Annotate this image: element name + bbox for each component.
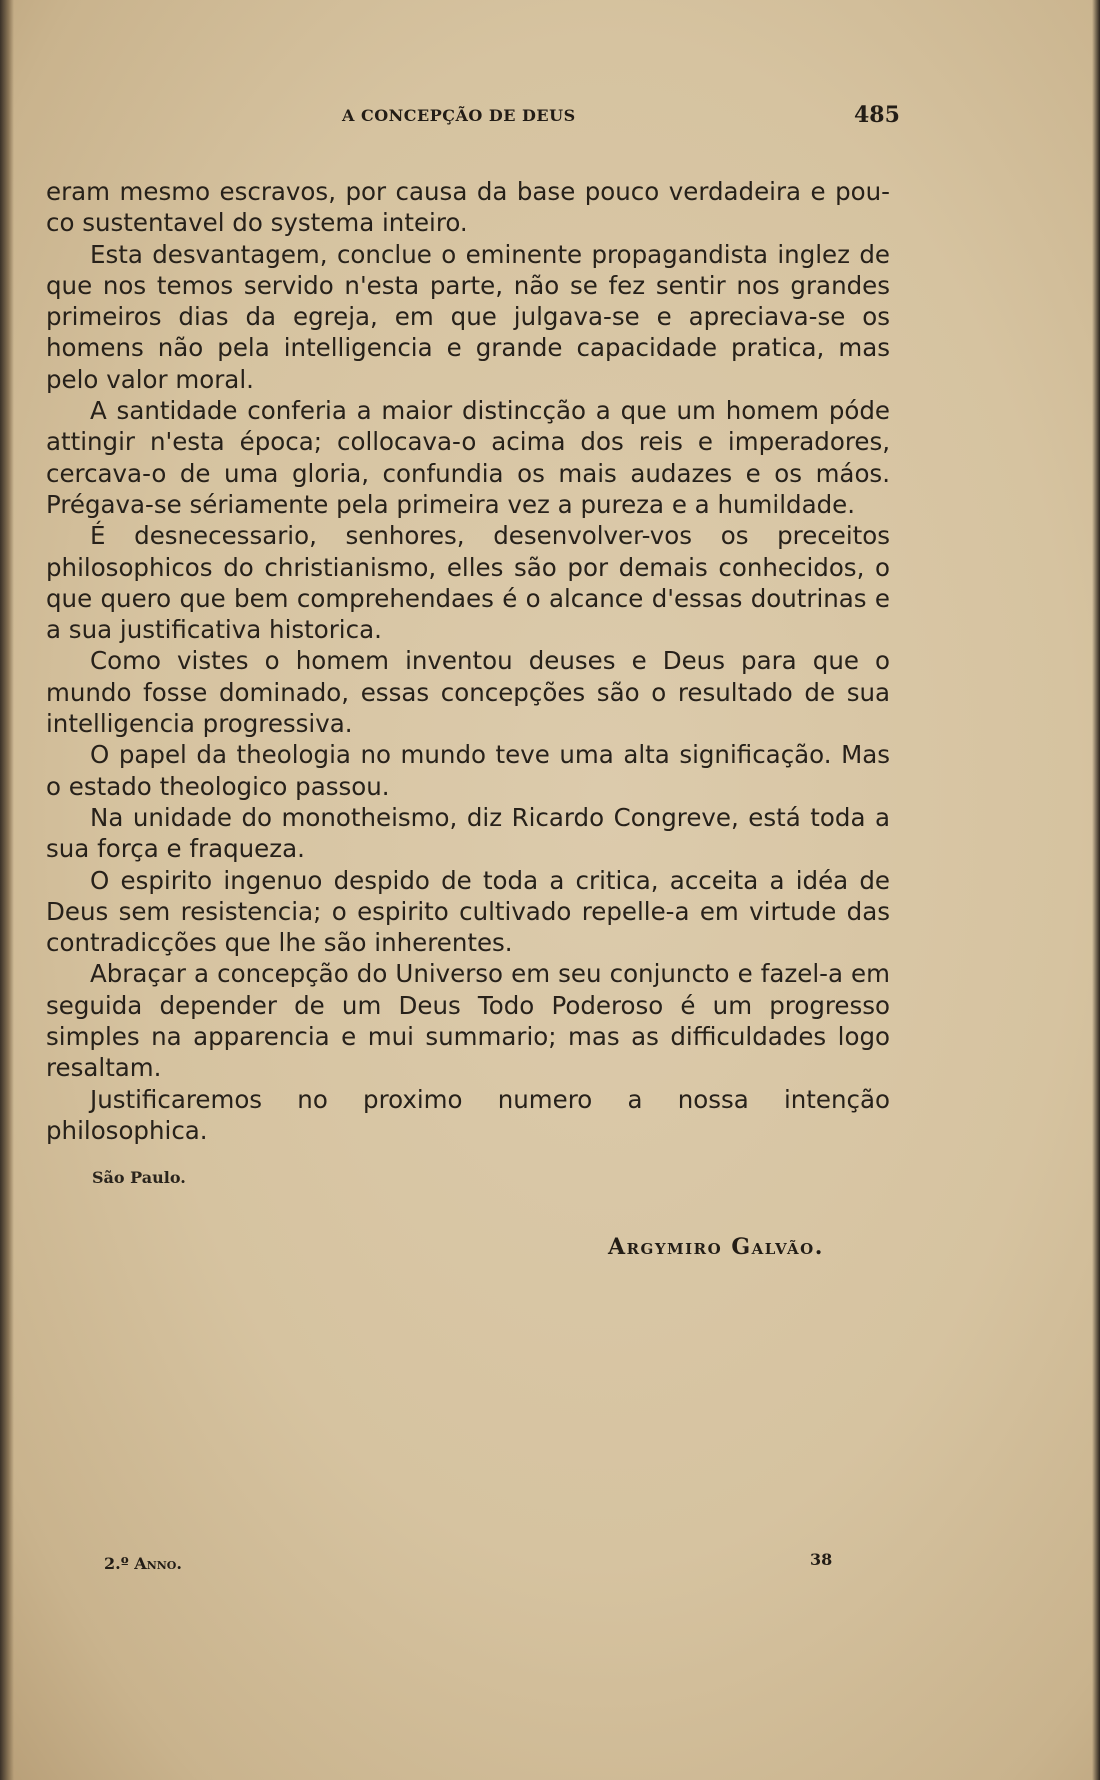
running-head-title: A CONCEPÇÃO DE DEUS: [342, 106, 576, 125]
paragraph: O papel da theologia no mundo teve uma alta significação. Mas o estado theologico passou.: [46, 740, 890, 801]
paragraph: O espirito ingenuo despido de toda a critica, acceita a idéa de Deus sem resistencia; o espirito cultivado repelle-a em virtude das contradicções que lhe são inherentes.: [46, 865, 890, 958]
page-edge-right: [1092, 0, 1100, 1780]
paragraph: Justificaremos no proximo numero a nossa intenção philosophica.: [46, 1084, 890, 1145]
running-head: [0, 102, 1100, 136]
body-text: [46, 176, 890, 1146]
paragraph: A santidade conferia a maior distincção a que um homem póde attingir n'esta época; collocava-o acima dos reis e imperadores, cercava-o de uma gloria, confundia os mais audazes e os máos. Prégava-se sériamente pela primeira vez a pureza e a humildade.: [46, 396, 890, 519]
paragraph: Abraçar a concepção do Universo em seu conjuncto e fazel-a em seguida depender de um Deus Todo Poderoso é um progresso simples na apparencia e mui summario; mas as difficuldades logo resaltam.: [46, 959, 890, 1083]
paragraph: Como vistes o homem inventou deuses e Deus para que o mundo fosse dominado, essas concepções são o resultado de sua intelligencia progressiva.: [46, 646, 890, 739]
page-edge-left: [0, 0, 14, 1780]
page-number: 485: [854, 102, 900, 128]
footer-signature-mark: 38: [810, 1550, 833, 1569]
paragraph: É desnecessario, senhores, desenvolver-vos os preceitos philosophicos do christianismo, elles são por demais conhecidos, o que quero que bem comprehendaes é o alcance d'essas doutrinas e a sua justificativa historica.: [46, 521, 890, 645]
author-signature: Argymiro Galvão.: [608, 1234, 824, 1260]
place-line: São Paulo.: [92, 1168, 186, 1187]
paragraph: eram mesmo escravos, por causa da base pouco verdadeira e pou-co sustentavel do systema inteiro.: [46, 177, 890, 238]
paragraph: Esta desvantagem, conclue o eminente propagandista inglez de que nos temos servido n'esta parte, não se fez sentir nos grandes primeiros dias da egreja, em que julgava-se e apreciava-se os homens não pela intelligencia e grande capacidade pratica, mas pelo valor moral.: [46, 239, 890, 394]
footer-volume: 2.º Anno.: [104, 1554, 182, 1573]
paragraph: Na unidade do monotheismo, diz Ricardo Congreve, está toda a sua força e fraqueza.: [46, 802, 890, 864]
